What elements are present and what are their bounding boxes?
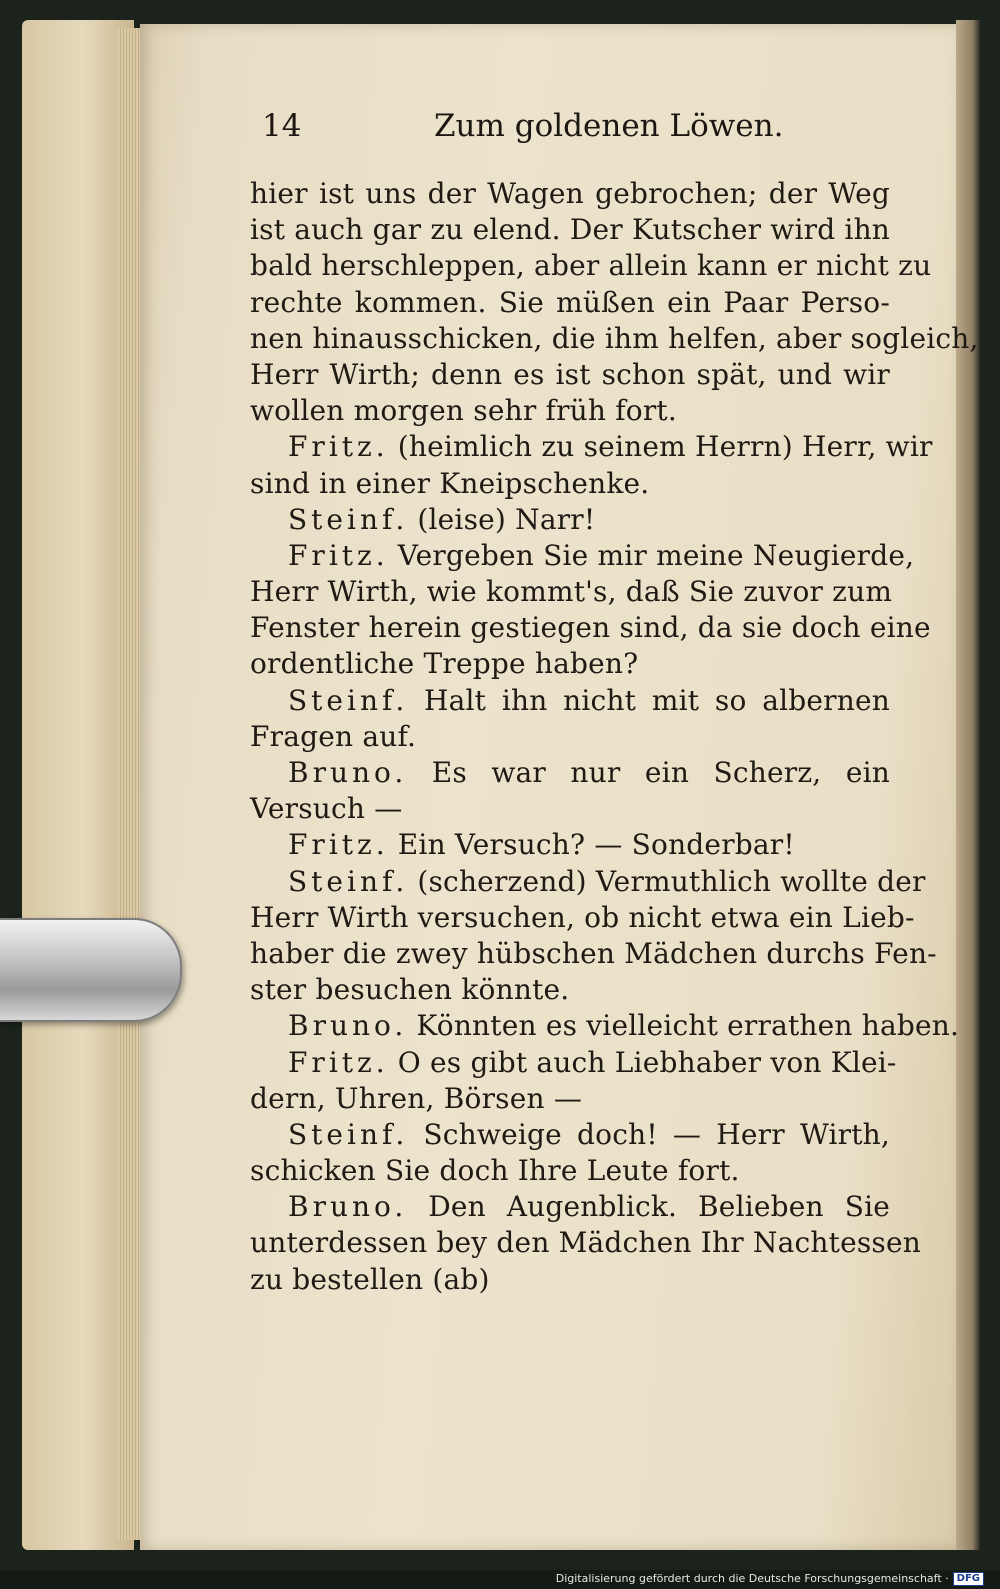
line-text: O es gibt auch Liebhaber von Klei- [388,1045,897,1079]
text-line [250,393,890,429]
page-right-edge [956,20,980,1550]
line-text: (leise) Narr! [408,502,596,536]
line-text: Könnten es vielleicht errathen haben. [407,1009,960,1043]
text-line [250,1189,890,1225]
line-text: bald herschleppen, aber allein kann er nicht zu [250,249,932,283]
line-text: Fragen auf. [250,719,417,753]
text-line [250,1153,890,1189]
speaker-name: Steinf. [288,502,409,536]
page-header [262,108,882,156]
line-text: schicken Sie doch Ihre Leute fort. [250,1154,740,1188]
credit-text: Digitalisierung gefördert durch die Deutsche Forschungsgemeinschaft · [555,1572,949,1585]
line-text: (heimlich zu seinem Herrn) Herr, wir [388,430,933,464]
text-line [250,176,890,212]
text-line [250,248,932,284]
text-line [250,212,890,248]
line-text: Versuch — [250,792,403,826]
line-text: (scherzend) Vermuthlich wollte der [408,864,926,898]
line-text: Schweige doch! — Herr Wirth, [408,1117,890,1151]
line-text: unterdessen bey den Mädchen Ihr Nachtessen [250,1226,922,1260]
line-text: wollen morgen sehr früh fort. [250,394,677,428]
speaker-name: Bruno. [288,1190,408,1224]
text-line [250,502,890,538]
speaker-name: Fritz. [288,430,389,464]
line-text: Vergeben Sie mir meine Neugierde, [388,538,915,572]
text-line [250,683,890,719]
text-line [250,1262,890,1298]
line-text: nen hinausschicken, die ihm helfen, aber sogleich, [250,321,979,355]
speaker-name: Steinf. [288,1117,409,1151]
text-line [250,466,890,502]
text-line [250,538,915,574]
line-text: Den Augenblick. Belieben Sie [407,1190,890,1224]
line-text: sind in einer Kneipschenke. [250,466,650,500]
speaker-name: Fritz. [288,828,389,862]
text-line [250,610,931,646]
text-line [250,285,890,321]
dfg-logo: DFG [953,1572,984,1586]
text-line [250,864,926,900]
text-line [250,429,933,465]
page-holder-clip [0,918,182,1022]
text-line [250,900,915,936]
text-line [250,972,890,1008]
digitization-credit [556,1570,984,1587]
line-text: hier ist uns der Wagen gebrochen; der Weg [250,177,890,210]
line-text: Herr Wirth versuchen, ob nicht etwa ein Lieb- [250,900,915,934]
line-text: Herr Wirth; denn es ist schon spät, und wir [250,357,890,391]
speaker-name: Bruno. [288,1009,408,1043]
speaker-name: Bruno. [288,756,408,789]
line-text: haber die zwey hübschen Mädchen durchs Fen- [250,936,937,970]
line-text: ist auch gar zu elend. Der Kutscher wird ihn [250,213,891,247]
text-line [250,719,890,755]
text-line [250,791,890,827]
speaker-name: Steinf. [288,864,409,898]
text-line [250,755,890,791]
text-line [250,1008,960,1044]
line-text: ster besuchen könnte. [250,973,570,1007]
line-text: rechte kommen. Sie müßen ein Paar Perso- [250,285,890,319]
text-line [250,357,890,393]
line-text: Es war nur ein Scherz, ein [407,756,890,789]
body-text [250,176,979,1298]
text-line [250,321,979,357]
page-number: 14 [262,108,302,144]
speaker-name: Fritz. [288,1045,389,1079]
line-text: Fenster herein gestiegen sind, da sie doch eine [250,611,931,645]
text-line [250,1081,890,1117]
line-text: dern, Uhren, Börsen — [250,1081,583,1115]
line-text: Halt ihn nicht mit so albernen [408,683,890,717]
text-line [250,827,890,863]
speaker-name: Fritz. [288,538,389,572]
running-head: Zum goldenen Löwen. [434,108,784,144]
text-line [250,646,890,682]
line-text: Herr Wirth, wie kommt's, daß Sie zuvor zum [250,575,893,609]
line-text: zu bestellen (ab) [250,1262,490,1296]
text-line [250,1045,897,1081]
text-line [250,574,893,610]
line-text: Ein Versuch? — Sonderbar! [388,828,795,862]
text-line [250,1117,890,1153]
speaker-name: Steinf. [288,683,409,717]
text-line [250,1225,922,1261]
text-line [250,936,937,972]
line-text: ordentliche Treppe haben? [250,647,639,681]
